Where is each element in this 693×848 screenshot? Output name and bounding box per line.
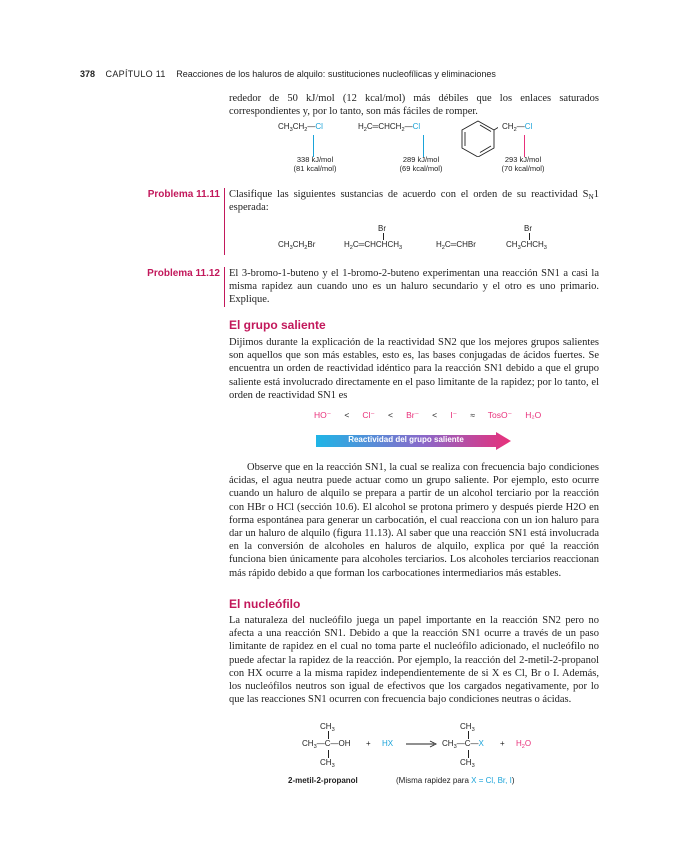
chapter-label: CAPÍTULO 11: [105, 69, 166, 79]
section-title: El grupo saliente: [229, 318, 326, 332]
bond-arrow: [524, 135, 525, 157]
problem-label: Problema 11.12: [147, 268, 220, 279]
bond-line: [328, 750, 329, 758]
problem-11-12-text: El 3-bromo-1-buteno y el 1-bromo-2-buteno experimentan una reacción SN1 a casi la misma rapidez aun cuando uno es un haluro secundario y el otro es uno primario. Explique.: [229, 268, 599, 306]
reactant-core: $CH_3—C—OH$: [302, 739, 351, 750]
methyl-top: $CH_3$: [320, 722, 335, 733]
chloroethane-formula: $CH_3CH_2—Cl$: [278, 122, 323, 133]
benzene-ring-icon: [458, 119, 498, 157]
reaction-scheme: [280, 718, 580, 808]
compound-vinyl-bromide: $H_2C═CHBr$: [436, 240, 476, 251]
bond-line: [383, 233, 384, 240]
bond-arrow: [313, 135, 314, 157]
leaving-group-paragraph-2: Observe que en la reacción SN1, la cual se realiza con frecuencia bajo condiciones ácidas, el agua neutra puede actuar como un grupo saliente. Por ejemplo, esto ocurre cuando un haluro de alquilo se prepara a partir de un alcohol terciario por la reacción con HBr o HCl (sección 10.6). El alcohol se protona primero y después pierde H2O en forma espontánea para generar un carbocatión, el cual reacciona con un ion haluro para dar un haluro de alquilo (figura 11.13). Al saber que una reacción SN1 está involucrada en la conversión de alcoholes en haluros de alquilo, explica por qué la reacción funciona bien únicamente para alcoholes terciarios. Los alcoholes terciarios reaccionan más rápido debido a que forman los carbocationes intermediarios más estables.: [229, 462, 599, 579]
page-number: 378: [80, 69, 96, 79]
section-title: El nucleófilo: [229, 597, 301, 611]
compound-isopropyl-bromide: $CH_3CHCH_3$: [506, 240, 547, 251]
compounds-row: [270, 222, 600, 252]
substituent-label: Br: [378, 224, 386, 233]
plus-sign: +: [366, 739, 371, 748]
problem-rule: [224, 188, 225, 255]
bond-line: [468, 731, 469, 739]
reaction-arrow-icon: [406, 740, 438, 748]
bond-line: [468, 750, 469, 758]
bond-energy-figure: [270, 119, 570, 177]
benzyl-chloride-formula: $CH_2—Cl$: [502, 122, 533, 133]
substituent-label: Br: [524, 224, 532, 233]
bond-arrow: [423, 135, 424, 157]
leaving-group-paragraph: Dijimos durante la explicación de la reactividad SN2 que los mejores grupos salientes son aquellos que son más estables, esto es, las bases conjugadas de ácidos fuertes. Se encuentra un orden de reactividad idéntico para la reacción SN1 debido a que el grupo saliente está involucrado directamente en el paso limitante de la rapidez; por lo tanto, el orden de reactividad SN1 es: [229, 337, 599, 401]
methyl-bottom: $CH_3$: [460, 758, 475, 769]
bond-line: [529, 233, 530, 240]
arrow-label: Reactividad del grupo saliente: [348, 435, 464, 444]
compound-ethyl-bromide: $CH_3CH_2Br$: [278, 240, 316, 251]
methyl-bottom: $CH_3$: [320, 758, 335, 769]
problem-rule: [224, 267, 225, 307]
bond-energy-3: 293 kJ/mol (70 kcal/mol): [501, 155, 545, 173]
problem-label: Problema 11.11: [147, 189, 220, 200]
running-header: [80, 69, 496, 79]
product-core: $CH_3—C—X$: [442, 739, 484, 750]
rate-note: (Misma rapidez para X = Cl, Br, I): [396, 776, 515, 785]
problem-11-11-text: Clasifique las siguientes sustancias de acuerdo con el orden de su reactividad $S_N1$ esperada:: [229, 189, 599, 214]
reagent-hx: HX: [382, 739, 394, 748]
bond-energy-1: 338 kJ/mol (81 kcal/mol): [293, 155, 337, 173]
methyl-top: $CH_3$: [460, 722, 475, 733]
byproduct-water: $H_2O$: [516, 739, 532, 750]
leaving-group-order: HO⁻ < Cl⁻ < Br⁻ < I⁻ ≈ TosO⁻ H₂O: [314, 410, 542, 420]
plus-sign: +: [500, 739, 505, 748]
bond-energy-2: 289 kJ/mol (69 kcal/mol): [399, 155, 443, 173]
compound-bromobutene: $H_2C═CHCHCH_3$: [344, 240, 403, 251]
nucleophile-paragraph: La naturaleza del nucleófilo juega un papel importante en la reacción SN2 pero no afecta a una reacción SN1. Debido a que la reacción SN1 ocurre a través de un paso limitante de rapidez en el cual no toma parte el nucleófilo adicionado, el nucleófilo no puede afectar la rapidez de la reacción. Por ejemplo, la reacción del 2-metil-2-propanol con HX ocurre a la misma rapidez independientemente de si X es Cl, Br o I. Además, los nucleófilos neutros son igual de efectivos que los cargados negativamente, por lo que las reacciones SN1 ocurren con frecuencia bajo condiciones neutras o ácidas.: [229, 615, 599, 706]
allyl-chloride-formula: $H_2C═CHCH_2—Cl$: [358, 122, 421, 133]
chapter-title: Reacciones de los haluros de alquilo: sustituciones nucleofílicas y eliminaciones: [176, 69, 496, 79]
reactant-name: 2-metil-2-propanol: [288, 776, 358, 785]
bond-line: [328, 731, 329, 739]
intro-paragraph: rededor de 50 kJ/mol (12 kcal/mol) más débiles que los enlaces saturados correspondientes y, por lo tanto, son más fáciles de romper.: [229, 93, 599, 118]
